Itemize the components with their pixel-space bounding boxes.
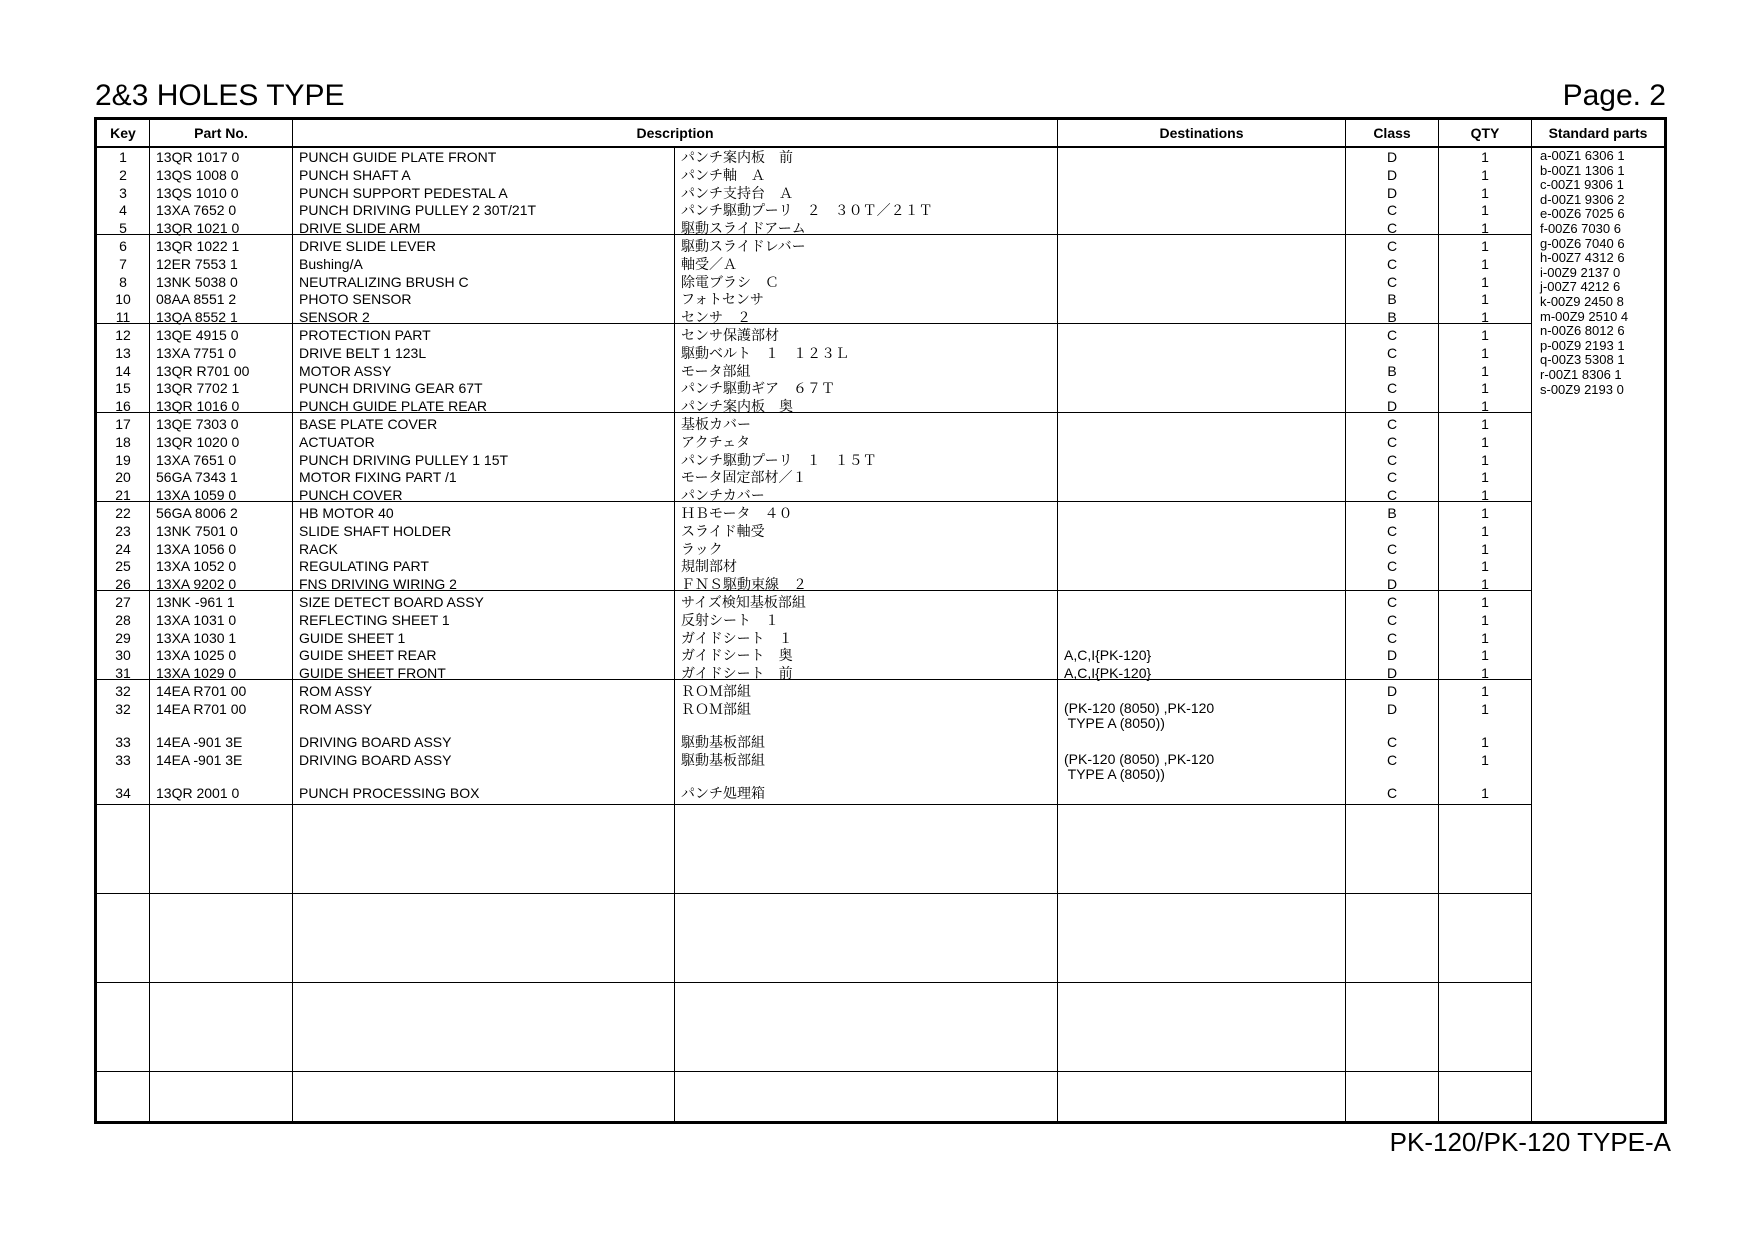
row-description-en: DRIVE SLIDE ARM (299, 220, 421, 237)
row-description-jp: 駆動ベルト １ １２３Ｌ (681, 344, 849, 361)
row-description-en: BASE PLATE COVER (299, 416, 438, 432)
row-part-no: 12ER 7553 1 (156, 255, 238, 272)
row-description-jp: ガイドシート １ (681, 629, 793, 646)
standard-part-item: g-00Z6 7040 6 (1540, 235, 1625, 251)
row-qty: 1 (1481, 184, 1489, 201)
row-part-no: 13XA 1052 0 (156, 558, 237, 575)
row-key: 4 (119, 202, 127, 219)
row-qty: 1 (1481, 683, 1489, 699)
row-description-jp: 駆動基板部組 (681, 751, 765, 768)
row-class: C (1386, 451, 1398, 468)
row-description-jp: ＦＮＳ駆動束線 ２ (681, 576, 807, 593)
row-key: 21 (115, 487, 131, 504)
row-part-no: 13XA 1031 0 (156, 611, 237, 628)
row-qty: 1 (1481, 751, 1489, 768)
row-class: C (1386, 416, 1398, 432)
row-part-no: 13QS 1010 0 (156, 184, 239, 201)
row-part-no: 56GA 7343 1 (156, 469, 238, 486)
row-class: C (1386, 273, 1398, 290)
row-qty: 1 (1481, 398, 1489, 415)
row-class: C (1386, 785, 1398, 802)
row-class: C (1386, 255, 1398, 272)
row-class: C (1386, 594, 1398, 610)
row-qty: 1 (1481, 291, 1489, 308)
row-group-divider (97, 804, 1531, 805)
row-key: 25 (115, 558, 131, 575)
row-description-jp: ガイドシート 前 (681, 665, 793, 682)
row-description-jp: パンチ案内板 奥 (681, 398, 793, 415)
row-description-jp: 駆動スライドレバー (681, 238, 806, 254)
row-qty: 1 (1481, 647, 1489, 664)
row-description-jp: サイズ検知基板部組 (681, 594, 806, 610)
row-key: 2 (119, 166, 127, 183)
row-description-jp: 軸受／Ａ (681, 255, 737, 272)
row-key: 3 (119, 184, 127, 201)
row-qty: 1 (1481, 273, 1489, 290)
row-key: 27 (115, 594, 131, 610)
row-part-no: 13NK -961 1 (156, 594, 235, 610)
standard-part-item: a-00Z1 6306 1 (1540, 148, 1625, 163)
row-key: 13 (115, 344, 131, 361)
row-group-divider (97, 893, 1531, 894)
row-description-jp: 駆動スライドアーム (681, 220, 806, 237)
row-class: C (1386, 540, 1398, 557)
row-group-divider (97, 982, 1531, 983)
row-qty: 1 (1481, 785, 1489, 802)
row-description-en: HB MOTOR 40 (299, 505, 394, 521)
col-header-class: Class (1373, 125, 1411, 141)
standard-part-item: q-00Z3 5308 1 (1540, 352, 1625, 368)
row-description-en: PUNCH GUIDE PLATE FRONT (299, 149, 497, 165)
row-description-jp: アクチェタ (681, 433, 751, 450)
row-qty: 1 (1481, 380, 1489, 397)
row-description-en: SENSOR 2 (299, 309, 370, 326)
row-class: C (1386, 751, 1398, 768)
row-qty: 1 (1481, 309, 1489, 326)
row-key: 5 (119, 220, 127, 237)
row-class: C (1386, 344, 1398, 361)
row-qty: 1 (1481, 576, 1489, 593)
col-header-standard-parts: Standard parts (1548, 125, 1648, 141)
row-description-jp: フォトセンサ (681, 291, 764, 308)
row-description-jp: パンチカバー (681, 487, 765, 504)
row-description-jp: モータ部組 (681, 362, 751, 379)
row-description-jp: センサ ２ (681, 309, 751, 326)
row-qty: 1 (1481, 344, 1489, 361)
row-description-en: DRIVE BELT 1 123L (299, 344, 427, 361)
row-class: C (1386, 238, 1398, 254)
row-description-en: GUIDE SHEET REAR (299, 647, 437, 664)
row-description-en: PUNCH PROCESSING BOX (299, 785, 480, 802)
row-description-en: DRIVING BOARD ASSY (299, 734, 452, 751)
page-number: Page. 2 (1562, 79, 1666, 112)
row-description-en: REGULATING PART (299, 558, 429, 575)
row-description-jp: パンチ軸 Ａ (681, 166, 765, 183)
row-qty: 1 (1481, 487, 1489, 504)
row-description-jp: モータ固定部材／１ (681, 469, 807, 486)
row-qty: 1 (1481, 522, 1489, 539)
row-class: D (1386, 166, 1398, 183)
row-qty: 1 (1481, 611, 1489, 628)
row-description-jp: ラック (681, 540, 723, 557)
row-part-no: 13QR 7702 1 (156, 380, 240, 397)
page-title: 2&3 HOLES TYPE (95, 79, 345, 112)
row-description-en: PUNCH SUPPORT PEDESTAL A (299, 184, 508, 201)
row-key: 17 (115, 416, 131, 432)
row-part-no: 13QA 8552 1 (156, 309, 238, 326)
row-description-jp: ＲＯＭ部組 (681, 700, 751, 717)
row-qty: 1 (1481, 416, 1489, 432)
row-qty: 1 (1481, 166, 1489, 183)
row-description-en: DRIVE SLIDE LEVER (299, 238, 436, 254)
row-description-en: REFLECTING SHEET 1 (299, 611, 450, 628)
row-class: D (1386, 149, 1398, 165)
column-divider (1531, 120, 1532, 1121)
row-part-no: 13XA 1059 0 (156, 487, 237, 504)
row-description-en: FNS DRIVING WIRING 2 (299, 576, 457, 593)
row-part-no: 13NK 7501 0 (156, 522, 238, 539)
row-qty: 1 (1481, 540, 1489, 557)
row-description-en: SIZE DETECT BOARD ASSY (299, 594, 484, 610)
row-part-no: 13XA 7751 0 (156, 344, 237, 361)
standard-part-item: n-00Z6 8012 6 (1540, 323, 1625, 339)
row-description-jp: ＨＢモータ ４０ (681, 505, 793, 521)
row-description-en: ROM ASSY (299, 683, 373, 699)
row-part-no: 13QR 1016 0 (156, 398, 240, 415)
row-description-jp: パンチ支持台 Ａ (681, 184, 793, 201)
row-key: 33 (115, 751, 131, 768)
row-description-jp: ＲＯＭ部組 (681, 683, 751, 699)
row-class: D (1386, 398, 1398, 415)
table-header (97, 120, 1664, 148)
row-key: 34 (115, 785, 131, 802)
row-description-en: PUNCH COVER (299, 487, 403, 504)
row-description-jp: パンチ駆動プーリ １ １５Ｔ (681, 451, 877, 468)
row-key: 11 (115, 309, 131, 326)
row-key: 24 (115, 540, 131, 557)
row-description-en: PUNCH DRIVING GEAR 67T (299, 380, 483, 397)
row-description-jp: パンチ駆動プーリ ２ ３０Ｔ／２１Ｔ (681, 202, 933, 219)
row-qty: 1 (1481, 220, 1489, 237)
col-header-part-no: Part No. (194, 125, 248, 141)
row-key: 12 (115, 327, 131, 343)
row-description-en: MOTOR ASSY (299, 362, 392, 379)
row-class: D (1386, 700, 1398, 717)
standard-part-item: p-00Z9 2193 1 (1540, 337, 1625, 353)
row-description-en: GUIDE SHEET FRONT (299, 665, 446, 682)
row-qty: 1 (1481, 255, 1489, 272)
row-part-no: 14EA R701 00 (156, 683, 247, 699)
row-class: D (1386, 576, 1398, 593)
row-destinations: (PK-120 (8050) ,PK-120 TYPE A (8050)) (1064, 750, 1215, 782)
row-key: 10 (115, 291, 131, 308)
row-description-en: Bushing/A (299, 255, 363, 272)
row-class: B (1387, 291, 1397, 308)
row-class: C (1386, 327, 1398, 343)
row-qty: 1 (1481, 202, 1489, 219)
col-header-description: Description (636, 125, 714, 141)
row-class: C (1386, 734, 1398, 751)
row-part-no: 13XA 9202 0 (156, 576, 237, 593)
row-key: 22 (115, 505, 131, 521)
row-description-jp: ガイドシート 奥 (681, 647, 793, 664)
row-part-no: 13XA 7652 0 (156, 202, 237, 219)
standard-part-item: c-00Z1 9306 1 (1540, 177, 1624, 193)
row-part-no: 13XA 1029 0 (156, 665, 237, 682)
row-part-no: 13QR 1022 1 (156, 238, 240, 254)
row-description-jp: センサ保護部材 (681, 327, 779, 343)
standard-part-item: k-00Z9 2450 8 (1540, 293, 1624, 309)
row-class: B (1387, 362, 1397, 379)
standard-part-item: r-00Z1 8306 1 (1540, 366, 1622, 382)
row-key: 33 (115, 734, 131, 751)
column-divider (149, 120, 150, 1121)
row-description-jp: スライド軸受 (681, 522, 765, 539)
row-qty: 1 (1481, 629, 1489, 646)
row-class: C (1386, 558, 1398, 575)
model-name: PK-120/PK-120 TYPE-A (1389, 1127, 1671, 1157)
row-description-jp: パンチ処理箱 (681, 785, 765, 802)
row-part-no: 13XA 1030 1 (156, 629, 237, 646)
row-qty: 1 (1481, 505, 1489, 521)
row-part-no: 08AA 8551 2 (156, 291, 237, 308)
row-key: 20 (115, 469, 131, 486)
row-class: C (1386, 469, 1398, 486)
row-qty: 1 (1481, 238, 1489, 254)
row-key: 16 (115, 398, 131, 415)
row-qty: 1 (1481, 451, 1489, 468)
row-qty: 1 (1481, 433, 1489, 450)
row-description-en: NEUTRALIZING BRUSH C (299, 273, 469, 290)
row-part-no: 13QE 7303 0 (156, 416, 239, 432)
row-part-no: 13NK 5038 0 (156, 273, 238, 290)
row-key: 29 (115, 629, 131, 646)
row-description-jp: 除電ブラシ Ｃ (681, 273, 779, 290)
standard-part-item: h-00Z7 4312 6 (1540, 250, 1625, 266)
row-class: B (1387, 505, 1397, 521)
standard-parts-list (1540, 149, 1628, 397)
row-part-no: 13XA 1056 0 (156, 540, 237, 557)
row-description-jp: 駆動基板部組 (681, 734, 765, 751)
column-divider (1057, 120, 1058, 1121)
row-key: 7 (119, 255, 127, 272)
row-description-jp: 基板カバー (681, 416, 751, 432)
row-part-no: 13QE 4915 0 (156, 327, 239, 343)
row-part-no: 13QR 2001 0 (156, 785, 240, 802)
row-class: D (1386, 683, 1398, 699)
column-divider (292, 120, 293, 1121)
row-description-en: SLIDE SHAFT HOLDER (299, 522, 452, 539)
row-group-divider (97, 1071, 1531, 1072)
row-class: B (1387, 309, 1397, 326)
row-class: C (1386, 522, 1398, 539)
row-description-jp: パンチ案内板 前 (681, 149, 793, 165)
standard-part-item: j-00Z7 4212 6 (1540, 279, 1621, 295)
row-class: C (1386, 487, 1398, 504)
row-part-no: 13QR 1020 0 (156, 433, 240, 450)
row-part-no: 14EA -901 3E (156, 751, 243, 768)
row-qty: 1 (1481, 558, 1489, 575)
row-part-no: 13XA 1025 0 (156, 647, 237, 664)
row-destinations: A,C,I{PK-120} (1064, 647, 1152, 664)
row-part-no: 56GA 8006 2 (156, 505, 238, 521)
standard-part-item: e-00Z6 7025 6 (1540, 206, 1625, 222)
row-qty: 1 (1481, 149, 1489, 165)
row-description-en: ACTUATOR (299, 433, 375, 450)
row-class: C (1386, 433, 1398, 450)
row-key: 23 (115, 522, 131, 539)
col-header-key: Key (110, 125, 136, 141)
row-destinations: A,C,I{PK-120} (1064, 665, 1152, 682)
row-key: 6 (119, 238, 127, 254)
standard-part-item: d-00Z1 9306 2 (1540, 191, 1625, 207)
row-qty: 1 (1481, 327, 1489, 343)
standard-part-item: m-00Z9 2510 4 (1540, 308, 1629, 324)
standard-part-item: b-00Z1 1306 1 (1540, 162, 1625, 178)
row-part-no: 13QR R701 00 (156, 362, 250, 379)
row-description-en: PUNCH DRIVING PULLEY 1 15T (299, 451, 509, 468)
row-class: C (1386, 380, 1398, 397)
row-qty: 1 (1481, 734, 1489, 751)
row-key: 28 (115, 611, 131, 628)
row-qty: 1 (1481, 594, 1489, 610)
row-part-no: 13XA 7651 0 (156, 451, 237, 468)
row-key: 1 (119, 149, 127, 165)
row-class: D (1386, 665, 1398, 682)
row-part-no: 13QR 1017 0 (156, 149, 240, 165)
row-part-no: 13QR 1021 0 (156, 220, 240, 237)
row-description-en: ROM ASSY (299, 700, 373, 717)
parts-list-table (94, 117, 1667, 1124)
row-description-jp: 規制部材 (681, 558, 737, 575)
row-qty: 1 (1481, 665, 1489, 682)
row-key: 30 (115, 647, 131, 664)
row-class: D (1386, 647, 1398, 664)
row-qty: 1 (1481, 362, 1489, 379)
row-description-en: PROTECTION PART (299, 327, 431, 343)
row-key: 18 (115, 433, 131, 450)
row-key: 26 (115, 576, 131, 593)
row-class: C (1386, 611, 1398, 628)
row-description-en: DRIVING BOARD ASSY (299, 751, 452, 768)
row-key: 8 (119, 273, 127, 290)
row-description-en: GUIDE SHEET 1 (299, 629, 406, 646)
row-description-en: PUNCH GUIDE PLATE REAR (299, 398, 487, 415)
row-part-no: 14EA R701 00 (156, 700, 247, 717)
row-qty: 1 (1481, 469, 1489, 486)
row-description-en: MOTOR FIXING PART /1 (299, 469, 457, 486)
row-description-en: PUNCH SHAFT A (299, 166, 411, 183)
row-class: C (1386, 202, 1398, 219)
row-key: 32 (115, 683, 131, 699)
col-header-destinations: Destinations (1159, 125, 1244, 141)
row-key: 15 (115, 380, 131, 397)
row-description-jp: 反射シート １ (681, 611, 779, 628)
row-class: C (1386, 220, 1398, 237)
col-header-qty: QTY (1470, 125, 1500, 141)
standard-part-item: f-00Z6 7030 6 (1540, 220, 1621, 236)
row-key: 19 (115, 451, 131, 468)
row-description-en: PHOTO SENSOR (299, 291, 412, 308)
standard-part-item: i-00Z9 2137 0 (1540, 264, 1621, 280)
row-key: 14 (115, 362, 131, 379)
row-class: D (1386, 184, 1398, 201)
row-destinations: (PK-120 (8050) ,PK-120 TYPE A (8050)) (1064, 699, 1215, 731)
row-description-en: RACK (299, 540, 338, 557)
row-qty: 1 (1481, 700, 1489, 717)
row-class: C (1386, 629, 1398, 646)
row-part-no: 14EA -901 3E (156, 734, 243, 751)
row-key: 32 (115, 700, 131, 717)
row-description-en: PUNCH DRIVING PULLEY 2 30T/21T (299, 202, 537, 219)
column-divider (674, 146, 675, 1121)
row-description-jp: パンチ駆動ギア ６７Ｔ (681, 380, 835, 397)
standard-part-item: s-00Z9 2193 0 (1540, 381, 1624, 397)
row-key: 31 (115, 665, 131, 682)
row-part-no: 13QS 1008 0 (156, 166, 239, 183)
